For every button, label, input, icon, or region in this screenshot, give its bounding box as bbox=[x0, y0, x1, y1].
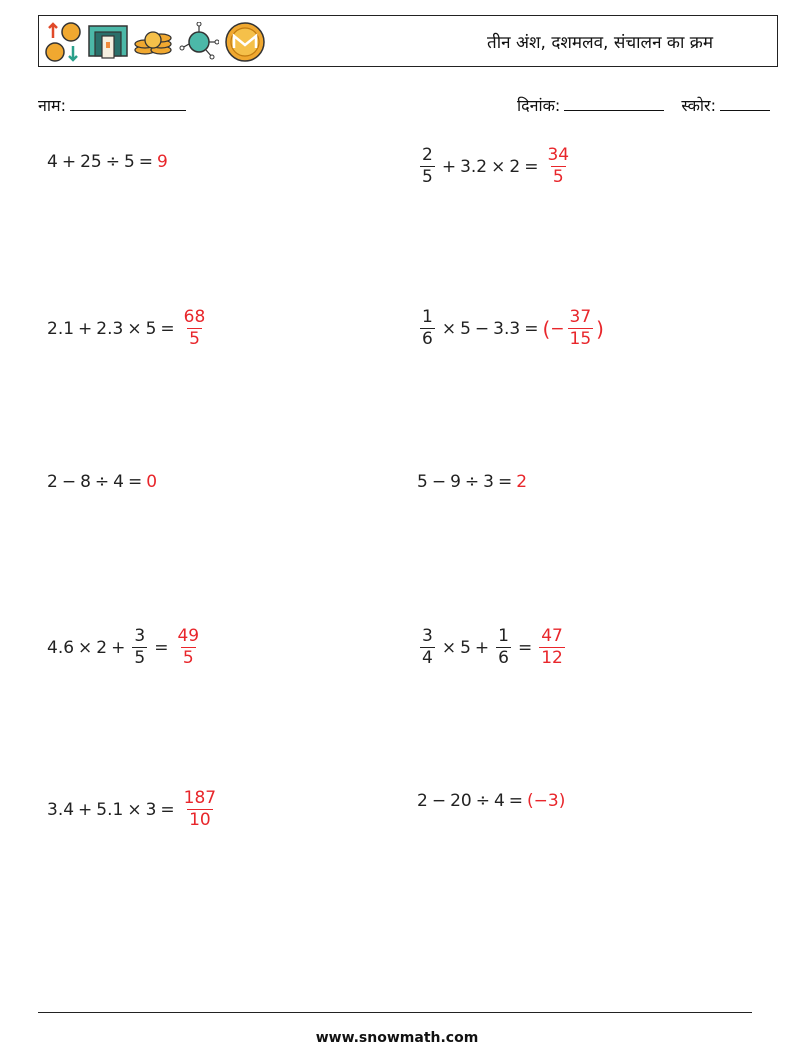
problem-6 bbox=[417, 472, 527, 492]
coin-stack-icon bbox=[133, 24, 175, 60]
term: 9 bbox=[450, 472, 461, 492]
fraction: $\frac{3}{5}$ bbox=[134, 626, 146, 668]
term: 2 bbox=[47, 472, 58, 492]
problem-5 bbox=[47, 472, 157, 492]
header-box bbox=[38, 15, 778, 67]
operator: − bbox=[431, 472, 447, 492]
term: 5 bbox=[145, 318, 157, 339]
fraction: $\frac{1}{6}$ bbox=[498, 626, 509, 668]
worksheet-title: तीन अंश, दशमलव, संचालन का क्रम bbox=[487, 33, 713, 53]
name-field bbox=[38, 94, 186, 116]
problem-10 bbox=[417, 791, 565, 811]
term: 2.1 bbox=[47, 318, 75, 339]
term: 5 bbox=[123, 152, 135, 172]
operator: + bbox=[441, 156, 457, 177]
coin-exchange-icon bbox=[43, 20, 83, 64]
answer: 0 bbox=[146, 472, 158, 492]
operator: × bbox=[127, 799, 142, 820]
problem-3 bbox=[47, 309, 210, 348]
term: 3 bbox=[145, 799, 157, 820]
equals: = bbox=[160, 318, 175, 339]
term: 2.3 bbox=[96, 318, 124, 339]
term: 25 bbox=[80, 152, 102, 172]
problem-8 bbox=[417, 628, 568, 667]
date-blank[interactable] bbox=[564, 98, 664, 111]
term: 5 bbox=[460, 637, 471, 658]
operator: ÷ bbox=[475, 791, 490, 811]
problem-4 bbox=[417, 309, 604, 348]
operator: × bbox=[78, 637, 93, 658]
fraction: $\frac{2}{5}$ bbox=[422, 145, 433, 187]
operator: ÷ bbox=[94, 472, 110, 492]
operator: + bbox=[61, 152, 77, 172]
term: 20 bbox=[450, 791, 472, 811]
term: 3 bbox=[483, 472, 494, 492]
equals: = bbox=[160, 799, 175, 820]
date-label: दिनांक: bbox=[516, 96, 561, 115]
operator: − bbox=[431, 791, 447, 811]
atm-icon bbox=[87, 22, 129, 62]
footer-url[interactable]: www.snowmath.com bbox=[315, 1030, 479, 1046]
fraction: $\frac{3}{4}$ bbox=[422, 626, 433, 668]
term: 8 bbox=[80, 472, 91, 492]
operator: × bbox=[441, 318, 457, 339]
answer: 9 bbox=[157, 152, 168, 172]
bitcoin-network-icon bbox=[179, 22, 219, 62]
equals: = bbox=[508, 791, 524, 811]
answer: (−3) bbox=[527, 791, 566, 811]
term: 3.3 bbox=[493, 318, 521, 339]
equals: = bbox=[524, 318, 539, 339]
score-blank[interactable] bbox=[720, 98, 770, 111]
date-score-fields bbox=[517, 94, 770, 116]
term: 2 bbox=[509, 156, 521, 177]
answer: $\frac{34}{5}$ bbox=[547, 145, 570, 187]
term: 3.4 bbox=[47, 799, 75, 820]
problem-9 bbox=[47, 790, 221, 829]
term: 4 bbox=[493, 791, 505, 811]
operator: × bbox=[127, 318, 142, 339]
monero-coin-icon bbox=[223, 20, 267, 64]
equals: = bbox=[524, 156, 539, 177]
operator: + bbox=[78, 799, 93, 820]
answer: $\frac{47}{12}$ bbox=[541, 626, 563, 668]
operator: + bbox=[474, 637, 490, 658]
operator: ÷ bbox=[464, 472, 480, 492]
operator: − bbox=[61, 472, 77, 492]
term: 5 bbox=[417, 472, 428, 492]
operator: − bbox=[474, 318, 490, 339]
term: 2 bbox=[417, 791, 428, 811]
equals: = bbox=[127, 472, 143, 492]
term: 4.6 bbox=[47, 637, 75, 658]
equals: = bbox=[138, 152, 154, 172]
answer: $\frac{49}{5}$ bbox=[177, 626, 200, 668]
term: 4 bbox=[113, 472, 124, 492]
equals: = bbox=[517, 637, 533, 658]
fraction: $\frac{1}{6}$ bbox=[422, 307, 433, 349]
term: 5 bbox=[460, 318, 471, 339]
header-icons bbox=[43, 19, 267, 65]
term: 3.2 bbox=[460, 156, 488, 177]
term: 2 bbox=[96, 637, 108, 658]
operator: ÷ bbox=[105, 152, 120, 172]
answer: $\frac{68}{5}$ bbox=[183, 307, 206, 349]
term: 5.1 bbox=[96, 799, 124, 820]
operator: + bbox=[111, 637, 126, 658]
answer: 2 bbox=[516, 472, 528, 492]
operator: + bbox=[78, 318, 93, 339]
term: 4 bbox=[47, 152, 58, 172]
equals: = bbox=[154, 637, 169, 658]
problem-1 bbox=[47, 152, 168, 172]
answer: $\frac{187}{10}$ bbox=[183, 788, 217, 830]
problem-2 bbox=[417, 147, 574, 186]
problem-7 bbox=[47, 628, 204, 667]
answer: ( − $\frac{37}{15}$ ) bbox=[542, 307, 604, 349]
score-label: स्कोर: bbox=[681, 96, 716, 115]
name-blank[interactable] bbox=[70, 98, 186, 111]
equals: = bbox=[497, 472, 513, 492]
operator: × bbox=[491, 156, 506, 177]
name-label: नाम: bbox=[38, 96, 66, 115]
operator: × bbox=[441, 637, 457, 658]
footer-divider bbox=[38, 1012, 752, 1013]
